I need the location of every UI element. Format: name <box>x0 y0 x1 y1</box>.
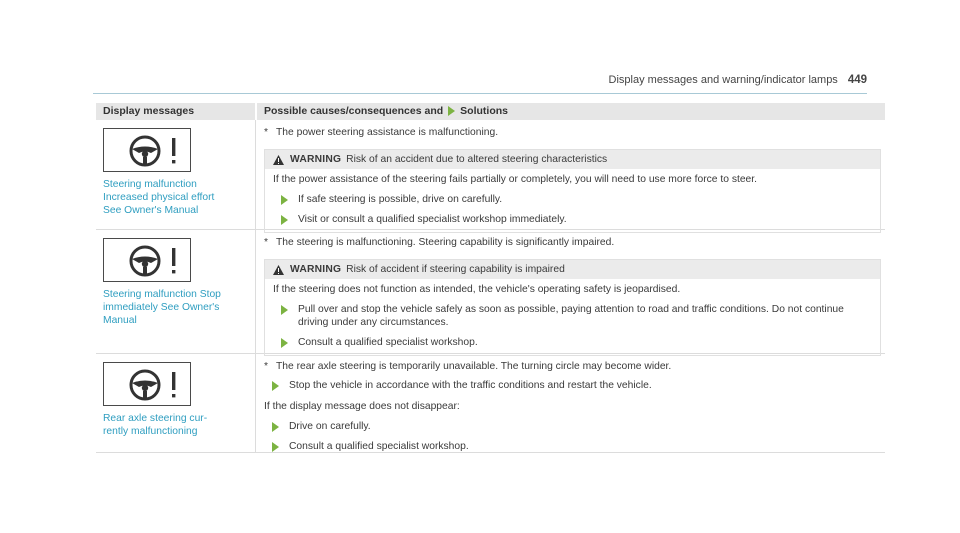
footnote-star: * <box>264 127 269 138</box>
solution-arrow-icon <box>448 106 455 116</box>
warning-title: Risk of accident if steering capability is impaired <box>346 264 565 275</box>
message-cell <box>96 120 255 229</box>
message-cell <box>96 354 255 452</box>
footnote-star: * <box>264 361 269 372</box>
display-message: Steering malfunction Increased physical effort See Owner's Manual <box>103 179 215 216</box>
warning-text: If the steering does not function as intended, the vehicle's operating safety is jeopardised. <box>273 284 681 295</box>
cause-text: The rear axle steering is temporarily unavailable. The turning circle may become wider. <box>276 361 672 372</box>
steering-wheel-exclamation-icon <box>103 362 191 406</box>
list-item <box>264 420 881 433</box>
cause-text: The steering is malfunctioning. Steering capability is significantly impaired. <box>276 237 615 248</box>
list-item <box>273 303 872 329</box>
col-header-causes-label: Possible causes/consequences and <box>264 105 444 117</box>
cause-text: The power steering assistance is malfunctioning. <box>276 127 499 138</box>
list-item <box>264 379 881 392</box>
table-row <box>96 230 885 354</box>
causes-cell <box>255 354 885 452</box>
step-text: Visit or consult a qualified specialist workshop immediately. <box>298 214 567 225</box>
list-item <box>264 440 881 453</box>
page-header <box>609 74 867 86</box>
warning-box <box>264 259 881 356</box>
steering-wheel-exclamation-icon <box>103 128 191 172</box>
step-text: Stop the vehicle in accordance with the traffic conditions and restart the vehicle. <box>289 380 652 391</box>
step-arrow-icon <box>272 422 279 432</box>
note-text: If the display message does not disappear: <box>264 401 460 412</box>
causes-cell <box>255 120 885 229</box>
step-text: If safe steering is possible, drive on carefully. <box>298 194 503 205</box>
step-text: Pull over and stop the vehicle safely as soon as possible, paying attention to road and traffic conditions. Do not continue driving under any circumstances. <box>298 304 844 328</box>
table-row <box>96 120 885 230</box>
step-text: Drive on carefully. <box>289 421 371 432</box>
step-arrow-icon <box>281 305 288 315</box>
step-arrow-icon <box>272 442 279 452</box>
warning-triangle-icon <box>273 155 284 165</box>
warning-title: Risk of an accident due to altered steering characteristics <box>346 154 608 165</box>
warning-body <box>265 169 880 232</box>
warning-label: WARNING <box>290 264 342 275</box>
page-number: 449 <box>847 74 867 86</box>
step-arrow-icon <box>272 381 279 391</box>
list-item <box>273 193 872 206</box>
footnote-star: * <box>264 237 269 248</box>
list-item <box>273 213 872 226</box>
step-arrow-icon <box>281 338 288 348</box>
messages-table <box>96 103 885 453</box>
warning-triangle-icon <box>273 265 284 275</box>
warning-body <box>265 279 880 355</box>
step-arrow-icon <box>281 215 288 225</box>
warning-text: If the power assistance of the steering fails partially or completely, you will need to use more force to steer. <box>273 174 757 185</box>
col-header-display-messages: Display messages <box>103 105 195 117</box>
list-item <box>273 336 872 349</box>
step-arrow-icon <box>281 195 288 205</box>
steering-wheel-exclamation-icon <box>103 238 191 282</box>
section-title: Display messages and warning/indicator lamps <box>608 74 838 86</box>
display-message: Steering malfunction Stop immediately See Owner's Manual <box>103 289 221 326</box>
table-header <box>96 103 885 120</box>
warning-box <box>264 149 881 233</box>
warning-header <box>265 150 880 169</box>
step-text: Consult a qualified specialist workshop. <box>298 337 478 348</box>
header-divider <box>93 93 867 94</box>
warning-label: WARNING <box>290 154 342 165</box>
causes-cell <box>255 230 885 353</box>
message-cell <box>96 230 255 353</box>
col-header-solutions-label: Solutions <box>460 105 509 117</box>
col-header-causes <box>255 103 885 120</box>
warning-header <box>265 260 880 279</box>
step-text: Consult a qualified specialist workshop. <box>289 441 469 452</box>
display-message: Rear axle steering cur- rently malfunctioning <box>103 413 208 437</box>
table-row <box>96 354 885 453</box>
